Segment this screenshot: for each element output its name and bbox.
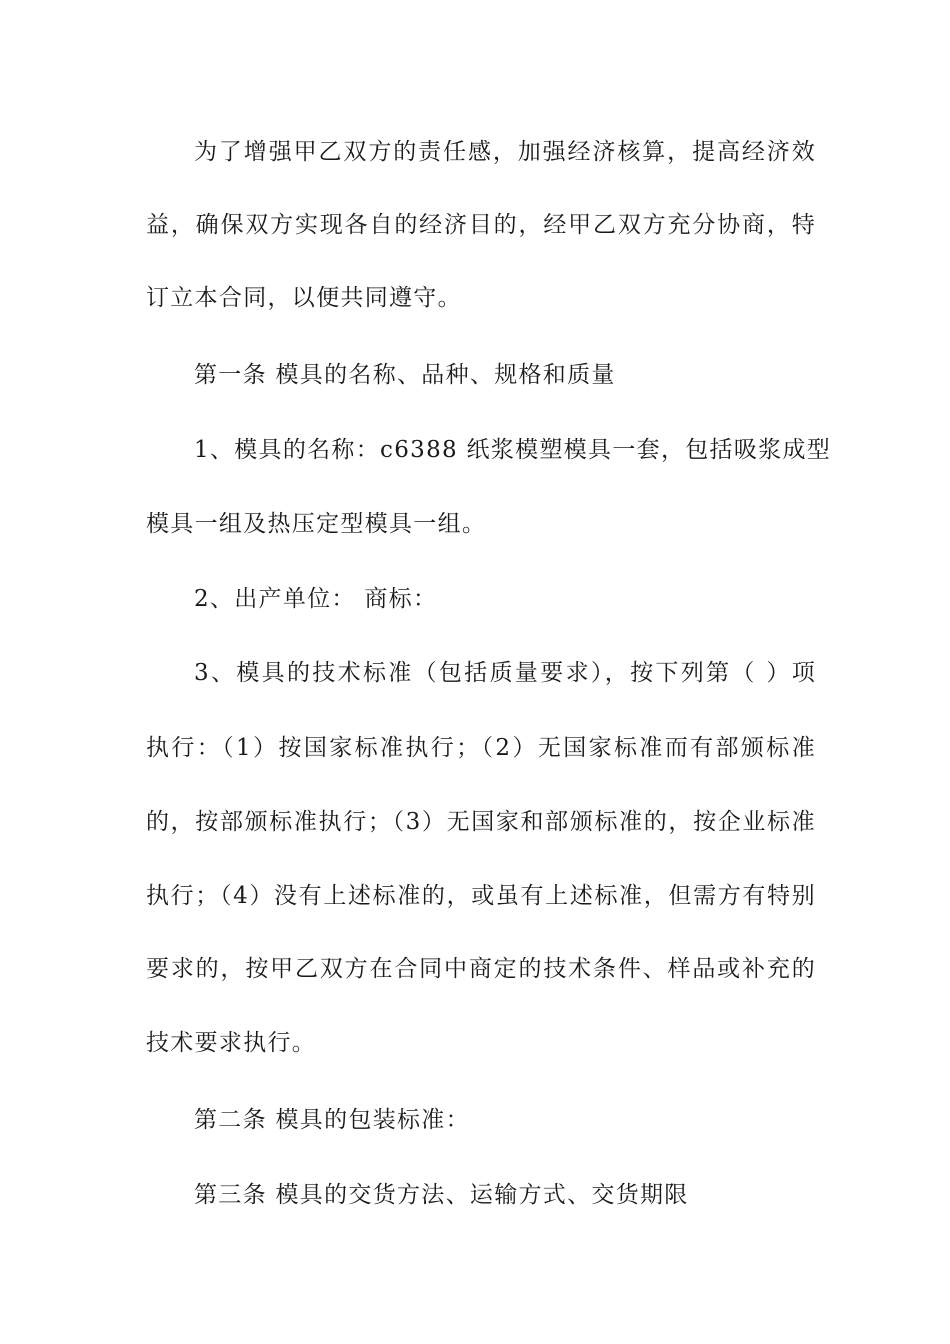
- paragraph-1-line-2: 益，确保双方实现各自的经济目的，经甲乙双方充分协商，特: [146, 212, 816, 238]
- item-2: 2、出产单位： 商标：: [194, 586, 438, 612]
- item-1-line-1: 1、模具的名称：c6388 纸浆模塑模具一套，包括吸浆成型: [194, 437, 832, 463]
- item-3-line-4: 执行；（4）没有上述标准的，或虽有上述标准，但需方有特别: [146, 883, 816, 909]
- item-3-line-6: 技术要求执行。: [146, 1030, 317, 1056]
- article-3-heading: 第三条 模具的交货方法、运输方式、交货期限: [194, 1182, 689, 1208]
- item-3-line-5: 要求的，按甲乙双方在合同中商定的技术条件、样品或补充的: [146, 956, 816, 982]
- paragraph-1-line-1: 为了增强甲乙双方的责任感，加强经济核算，提高经济效: [194, 139, 816, 165]
- article-2-heading: 第二条 模具的包装标准：: [194, 1107, 470, 1133]
- item-3-line-3: 的，按部颁标准执行；（3）无国家和部颁标准的，按企业标准: [146, 809, 816, 835]
- item-3-line-1: 3、模具的技术标准（包括质量要求），按下列第（ ）项: [194, 660, 816, 686]
- article-1-heading: 第一条 模具的名称、品种、规格和质量: [194, 362, 616, 388]
- paragraph-1-line-3: 订立本合同，以便共同遵守。: [146, 285, 462, 311]
- item-1-line-2: 模具一组及热压定型模具一组。: [146, 511, 487, 537]
- item-3-line-2: 执行：（1）按国家标准执行；（2）无国家标准而有部颁标准: [146, 735, 816, 761]
